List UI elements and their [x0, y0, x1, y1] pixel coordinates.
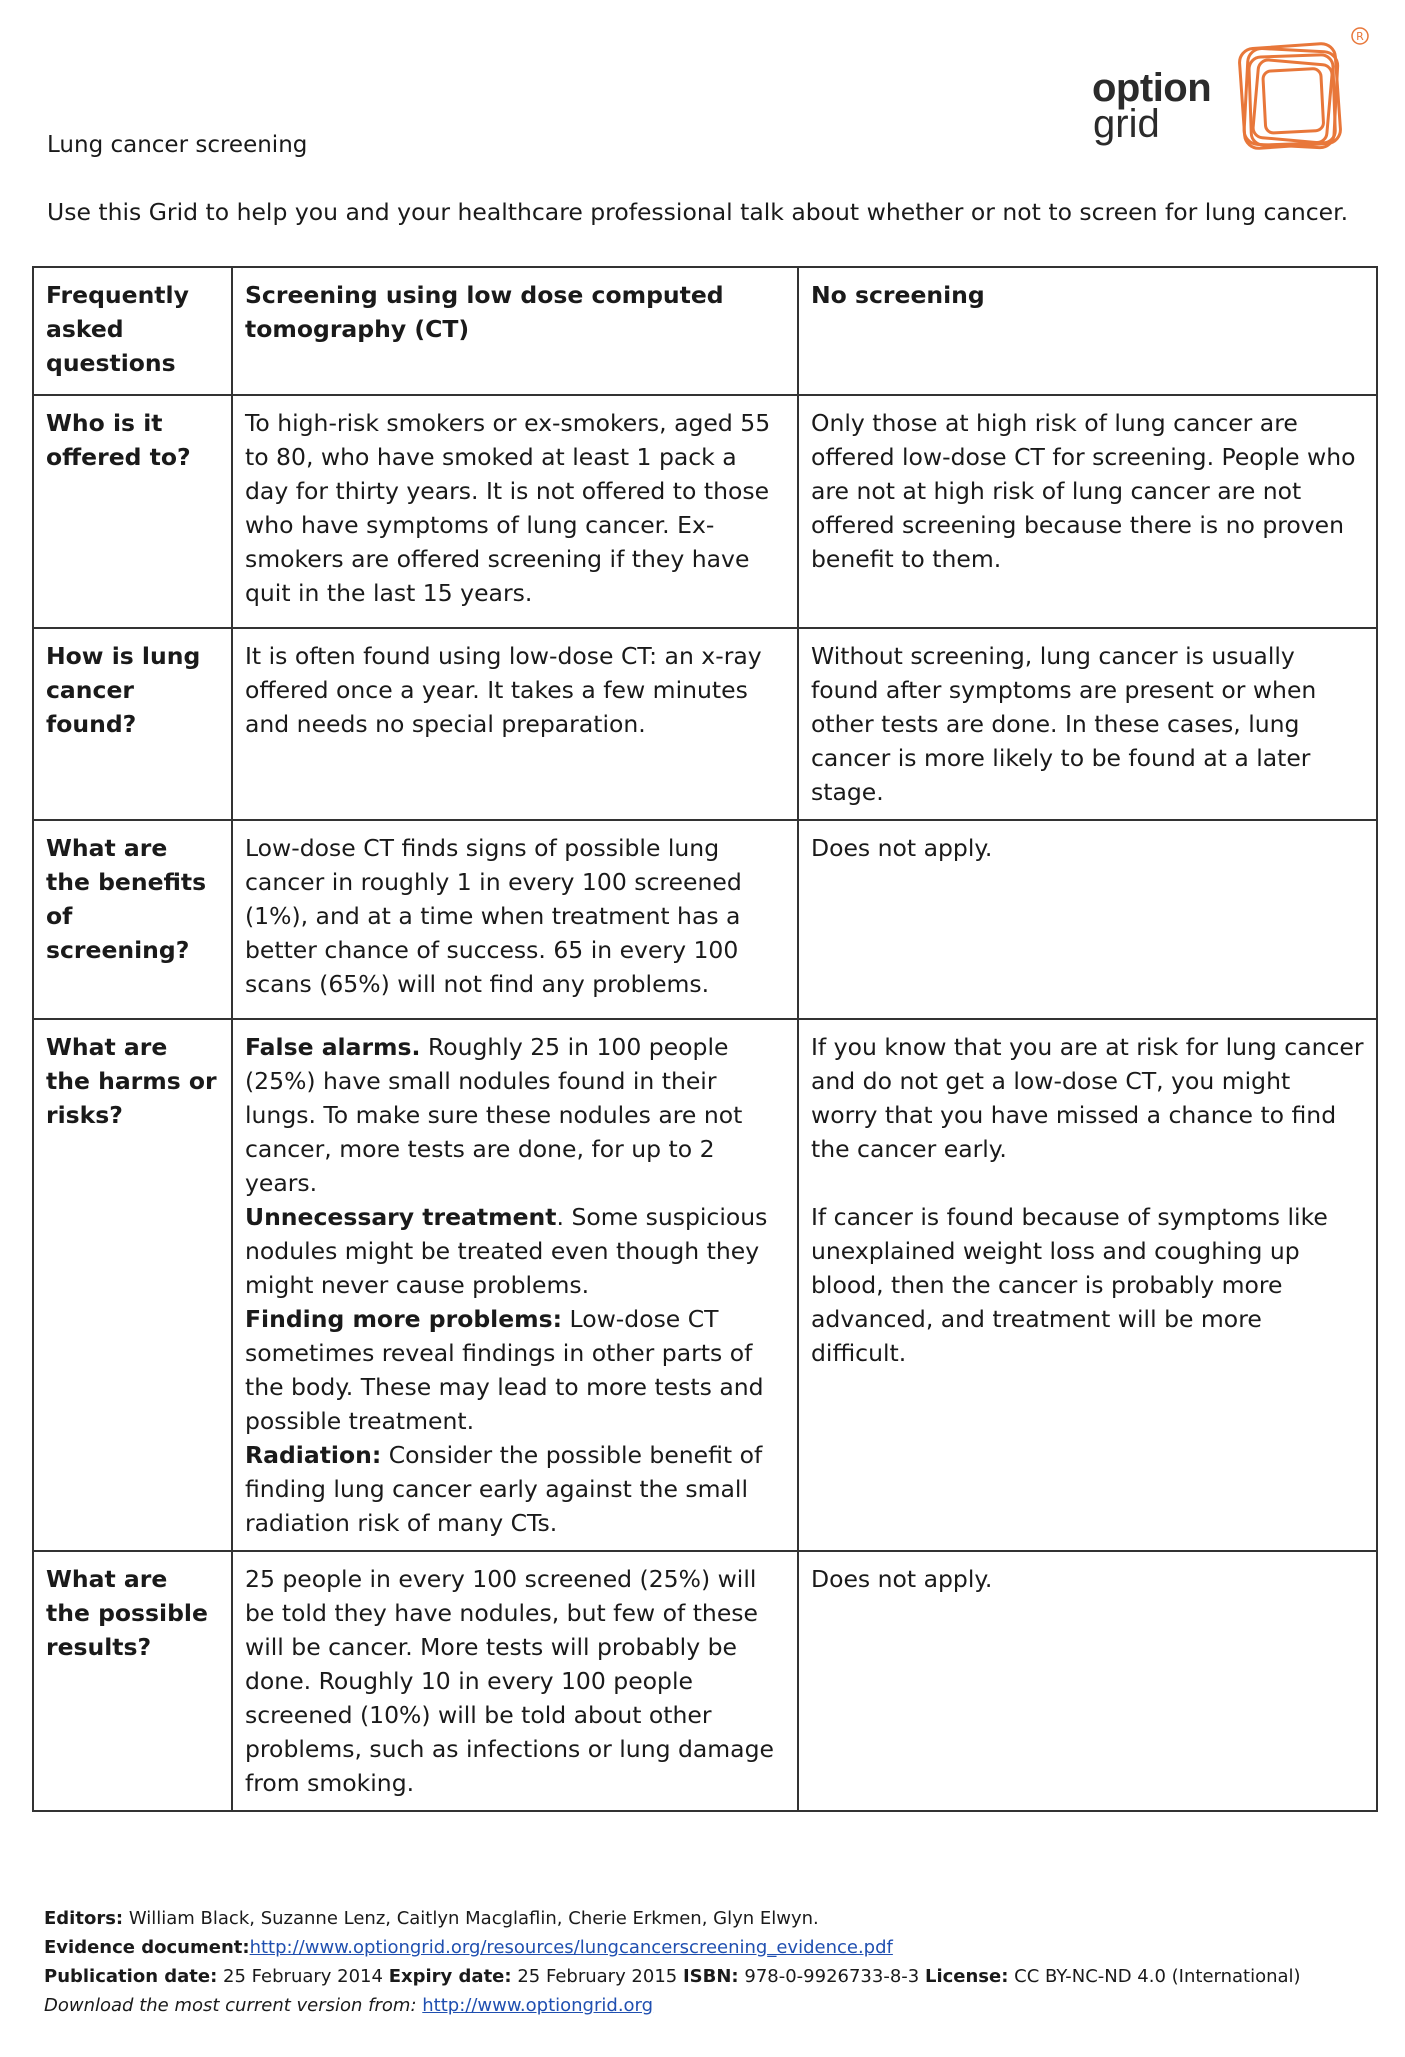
- harm-text: Consider the possible benefit of finding lung cancer early against the small radiation risk of many CTs.: [245, 1441, 763, 1537]
- header-screening: Screening using low dose computed tomography (CT): [232, 267, 798, 395]
- harm-label: Radiation:: [245, 1441, 382, 1469]
- publication-date: 25 February 2014: [223, 1966, 383, 1987]
- harm-label: Unnecessary treatment: [245, 1203, 557, 1231]
- screening-cell: Low-dose CT finds signs of possible lung cancer in roughly 1 in every 100 screened (1%), and at a time when treatment has a better chance of success. 65 in every 100 scans (65%) will not find any problems.: [232, 820, 798, 1019]
- download-link[interactable]: http://www.optiongrid.org: [422, 1995, 654, 2016]
- no-screening-cell: Without screening, lung cancer is usually found after symptoms are present or when other tests are done. In these cases, lung cancer is more likely to be found at a later stage.: [798, 628, 1377, 820]
- no-screening-cell: Does not apply.: [798, 820, 1377, 1019]
- table-row: [33, 395, 1377, 628]
- svg-text:R: R: [1356, 30, 1364, 43]
- no-screening-cell: Only those at high risk of lung cancer are offered low-dose CT for screening. People who are not at high risk of lung cancer are not offered screening because there is no proven benefit to them.: [798, 395, 1377, 628]
- question-cell: What are the harms or risks?: [33, 1019, 232, 1551]
- expiry-date: 25 February 2015: [517, 1966, 678, 1987]
- screening-cell: It is often found using low-dose CT: an x-ray offered once a year. It takes a few minutes and needs no special preparation.: [232, 628, 798, 820]
- table-row: [33, 1019, 1377, 1551]
- evidence-label: Evidence document:: [44, 1937, 250, 1958]
- question-cell: How is lung cancer found?: [33, 628, 232, 820]
- no-screening-paragraph: If you know that you are at risk for lung cancer and do not get a low-dose CT, you might worry that you have missed a chance to find the cancer early.: [811, 1033, 1364, 1163]
- harm-item: [245, 1200, 785, 1302]
- evidence-line: [44, 1933, 1301, 1962]
- license-value: CC BY-NC-ND 4.0 (International): [1014, 1966, 1301, 1987]
- registered-mark-icon: [1350, 26, 1370, 46]
- harm-label: Finding more problems:: [245, 1305, 563, 1333]
- harm-item: [245, 1438, 785, 1540]
- isbn-value: 978-0-9926733-8-3: [744, 1966, 920, 1987]
- option-grid-table: [32, 266, 1378, 1812]
- screening-cell: To high-risk smokers or ex-smokers, aged 55 to 80, who have smoked at least 1 pack a day for thirty years. It is not offered to those who have symptoms of lung cancer. Ex-smokers are offered screening if they have quit in the last 15 years.: [232, 395, 798, 628]
- expiry-label: Expiry date:: [388, 1966, 512, 1987]
- harm-text: Low-dose CT sometimes reveal findings in other parts of the body. These may lead to more tests and possible treatment.: [245, 1305, 764, 1435]
- header-no-screening: No screening: [798, 267, 1377, 395]
- evidence-link[interactable]: http://www.optiongrid.org/resources/lungcancerscreening_evidence.pdf: [249, 1937, 893, 1958]
- download-text: Download the most current version from:: [44, 1995, 417, 2016]
- harm-text: . Some suspicious nodules might be treated even though they might never cause problems.: [245, 1203, 768, 1299]
- logo-line-grid: grid: [1093, 102, 1160, 146]
- question-cell: What are the benefits of screening?: [33, 820, 232, 1019]
- isbn-label: ISBN:: [682, 1966, 739, 1987]
- table-row: [33, 1551, 1377, 1811]
- header-questions: Frequently asked questions: [33, 267, 232, 395]
- publication-line: [44, 1962, 1301, 1991]
- editors-line: [44, 1904, 1301, 1933]
- download-line: [44, 1991, 1301, 2020]
- intro-text: Use this Grid to help you and your healthcare professional talk about whether or not to screen for lung cancer.: [47, 198, 1349, 226]
- screening-cell: [232, 1019, 798, 1551]
- editors-label: Editors:: [44, 1908, 124, 1929]
- document-footer: [44, 1904, 1301, 2020]
- harm-label: False alarms.: [245, 1033, 421, 1061]
- editors-names: William Black, Suzanne Lenz, Caitlyn Macglaflin, Cherie Erkmen, Glyn Elwyn.: [128, 1908, 819, 1929]
- publication-label: Publication date:: [44, 1966, 218, 1987]
- table-row: [33, 628, 1377, 820]
- option-grid-logo: [1092, 26, 1382, 166]
- page-title: Lung cancer screening: [47, 132, 308, 158]
- no-screening-cell: Does not apply.: [798, 1551, 1377, 1811]
- logo-line-option: option: [1092, 66, 1212, 110]
- no-screening-cell: [798, 1019, 1377, 1551]
- harm-text: Roughly 25 in 100 people (25%) have small nodules found in their lungs. To make sure these nodules are not cancer, more tests are done, for up to 2 years.: [245, 1033, 743, 1197]
- license-label: License:: [924, 1966, 1009, 1987]
- harm-item: [245, 1302, 785, 1438]
- no-screening-paragraph: If cancer is found because of symptoms like unexplained weight loss and coughing up blood, then the cancer is probably more advanced, and treatment will be more difficult.: [811, 1203, 1328, 1367]
- screening-cell: 25 people in every 100 screened (25%) will be told they have nodules, but few of these will be cancer. More tests will probably be done. Roughly 10 in every 100 people screened (10%) will be told about other problems, such as infections or lung damage from smoking.: [232, 1551, 798, 1811]
- question-cell: What are the possible results?: [33, 1551, 232, 1811]
- harm-item: [245, 1030, 785, 1200]
- grid-squares-icon: [1228, 36, 1352, 160]
- table-row: [33, 820, 1377, 1019]
- logo-wordmark: [1092, 66, 1212, 146]
- table-header-row: [33, 267, 1377, 395]
- question-cell: Who is it offered to?: [33, 395, 232, 628]
